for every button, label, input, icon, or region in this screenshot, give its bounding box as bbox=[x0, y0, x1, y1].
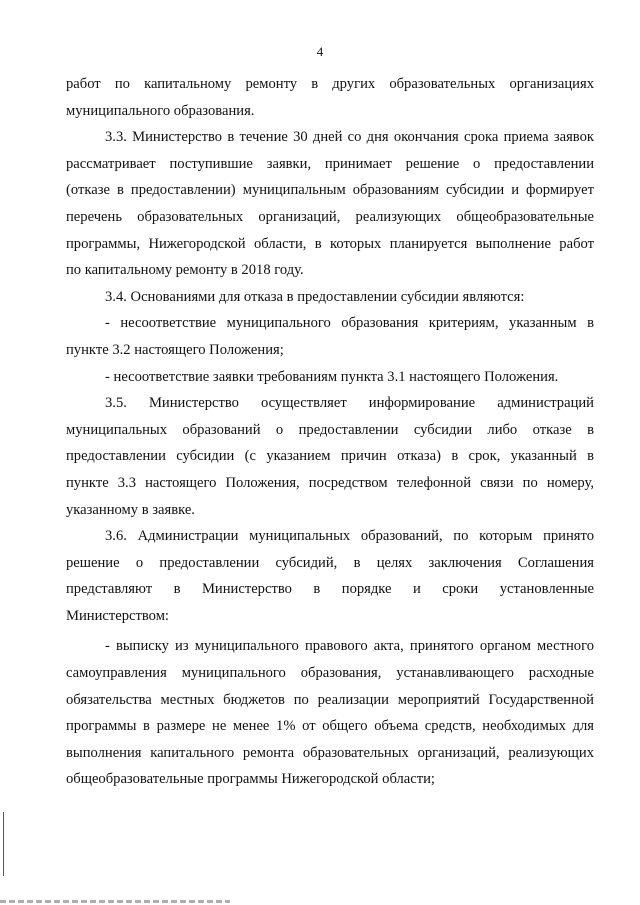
document-body bbox=[66, 71, 594, 793]
text-line: перечень образовательных организаций, реализующих общеобразовательные bbox=[66, 208, 594, 225]
text-line: пункте 3.3 настоящего Положения, посредством телефонной связи по номеру, bbox=[66, 474, 594, 491]
text-line: обязательства местных бюджетов по реализации мероприятий Государственной bbox=[66, 691, 594, 708]
text-line: по капитальному ремонту в 2018 году. bbox=[66, 262, 304, 279]
paragraph-3-3 bbox=[66, 124, 594, 284]
list-item-criteria bbox=[66, 310, 594, 363]
text-line: представляют в Министерство в порядке и сроки установленные bbox=[66, 581, 594, 598]
text-line: 3.4. Основаниями для отказа в предоставлении субсидии являются: bbox=[105, 288, 525, 305]
page-number: 4 bbox=[316, 44, 324, 59]
text-line: - несоответствие заявки требованиям пункта 3.1 настоящего Положения. bbox=[105, 368, 559, 385]
text-line: решение о предоставлении субсидий, в целях заключения Соглашения bbox=[66, 554, 594, 571]
text-line: Министерством: bbox=[66, 607, 169, 624]
paragraph-continuation bbox=[66, 71, 594, 124]
text-line: - выписку из муниципального правового акта, принятого органом местного bbox=[105, 638, 594, 655]
paragraph-3-5 bbox=[66, 390, 594, 523]
text-line: выполнения капитального ремонта образовательных организаций, реализующих bbox=[66, 744, 594, 761]
paragraph-3-6 bbox=[66, 523, 594, 629]
scan-bottom-artifact bbox=[0, 900, 230, 903]
text-line: муниципального образования. bbox=[66, 102, 255, 119]
text-line: рассматривает поступившие заявки, принимает решение о предоставлении bbox=[66, 155, 594, 172]
list-item-requirements bbox=[66, 364, 594, 391]
text-line: программы, Нижегородской области, в которых планируется выполнение работ bbox=[66, 235, 594, 252]
text-line: 3.6. Администрации муниципальных образований, по которым принято bbox=[105, 528, 594, 545]
text-line: - несоответствие муниципального образования критериям, указанным в bbox=[105, 315, 594, 332]
text-line: работ по капитальному ремонту в других образовательных организациях bbox=[66, 76, 594, 92]
text-line: общеобразовательные программы Нижегородской области; bbox=[66, 771, 435, 788]
text-line: муниципальных образований о предоставлении субсидии либо отказе в bbox=[66, 421, 594, 438]
text-line: самоуправления муниципального образования, устанавливающего расходные bbox=[66, 665, 594, 682]
list-item-extract bbox=[66, 633, 594, 793]
text-line: указанному в заявке. bbox=[66, 501, 195, 518]
text-line: (отказе в предоставлении) муниципальным образованиям субсидии и формирует bbox=[66, 182, 594, 199]
paragraph-3-4 bbox=[66, 284, 594, 311]
text-line: предоставлении субсидии (с указанием причин отказа) в срок, указанный в bbox=[66, 448, 594, 465]
text-line: 3.5. Министерство осуществляет информирование администраций bbox=[105, 395, 594, 412]
text-line: пункте 3.2 настоящего Положения; bbox=[66, 341, 284, 358]
text-line: программы в размере не менее 1% от общего объема средств, необходимых для bbox=[66, 718, 594, 735]
text-line: 3.3. Министерство в течение 30 дней со дня окончания срока приема заявок bbox=[105, 129, 594, 146]
scan-margin-mark bbox=[3, 812, 4, 876]
